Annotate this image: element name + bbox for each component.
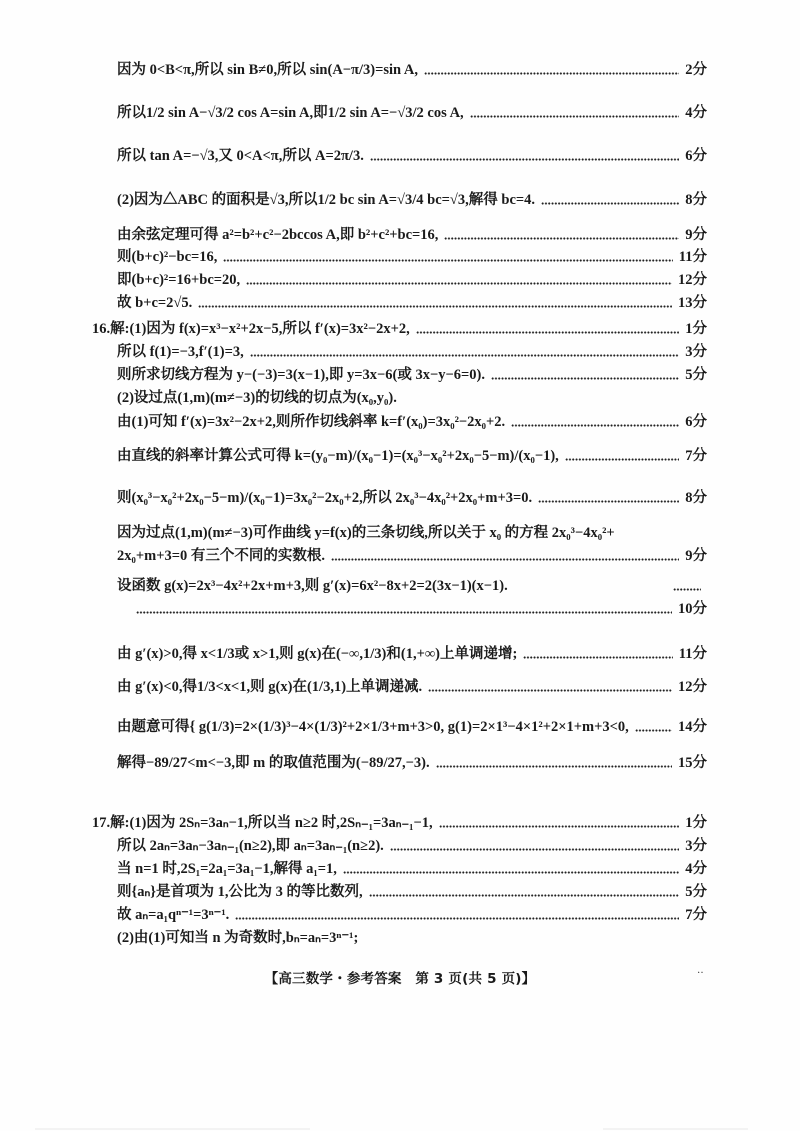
score-label: 6分	[685, 414, 707, 430]
score-label: 9分	[685, 227, 707, 243]
solution-text: 17.解:(1)因为 2Sₙ=3aₙ−1,所以当 n≥2 时,2Sₙ₋₁=3aₙ₋₁−1,	[92, 815, 433, 831]
dot-leader	[541, 202, 679, 205]
page-footer: 【高三数学・参考答案 第 3 页(共 5 页)】	[264, 971, 536, 987]
solution-line	[117, 104, 707, 122]
dot-leader	[198, 305, 672, 308]
score-label: 3分	[685, 838, 707, 854]
score-label: 4分	[685, 861, 707, 877]
dot-leader	[523, 656, 672, 659]
solution-line	[117, 61, 707, 79]
dot-leader	[424, 72, 679, 75]
solution-text: 因为 0<B<π,所以 sin B≠0,所以 sin(A−π/3)=sin A,	[117, 62, 419, 78]
solution-text: 所以1/2 sin A−√3/2 cos A=sin A,即1/2 sin A=−√3/2 cos A,	[117, 105, 464, 121]
solution-text: 由题意可得{ g(1/3)=2×(1/3)³−4×(1/3)²+2×1/3+m+3>0, g(1)=2×1³−4×1²+2×1+m+3<0,	[117, 719, 629, 735]
dot-leader	[246, 282, 672, 285]
score-label: 5分	[685, 367, 707, 383]
solution-text: 则{aₙ}是首项为 1,公比为 3 的等比数列,	[117, 884, 363, 900]
dot-leader	[250, 354, 680, 357]
solution-text: 所以 2aₙ=3aₙ−3aₙ₋₁(n≥2),即 aₙ=3aₙ₋₁(n≥2).	[117, 838, 384, 854]
solution-text: 由 g′(x)>0,得 x<1/3或 x>1,则 g(x)在(−∞,1/3)和(1,+∞)上单调递增;	[117, 646, 518, 662]
score-label: 4分	[685, 105, 707, 121]
solution-text: 即(b+c)²=16+bc=20,	[117, 272, 241, 288]
solution-line	[117, 883, 707, 901]
solution-line	[117, 547, 707, 565]
footer-mark: ‥	[697, 965, 704, 976]
solution-line	[130, 600, 707, 618]
score-label: 13分	[678, 295, 707, 311]
dot-leader	[470, 115, 680, 118]
solution-line	[117, 413, 707, 431]
solution-line	[117, 147, 707, 165]
score-label: 12分	[678, 272, 707, 288]
solution-text: 设函数 g(x)=2x³−4x²+2x+m+3,则 g′(x)=6x²−8x+2=2(3x−1)(x−1).	[117, 578, 508, 594]
dot-leader	[390, 848, 679, 851]
solution-line	[117, 294, 707, 312]
solution-line	[117, 678, 707, 696]
solution-line	[117, 389, 707, 407]
solution-line	[117, 645, 707, 663]
solution-text: 则所求切线方程为 y−(−3)=3(x−1),即 y=3x−6(或 3x−y−6=0).	[117, 367, 485, 383]
score-label: 5分	[685, 884, 707, 900]
solution-text: 当 n=1 时,2S₁=2a₁=3a₁−1,解得 a₁=1,	[117, 861, 337, 877]
solution-line	[117, 524, 707, 542]
score-label: 12分	[678, 679, 707, 695]
solution-text: 因为过点(1,m)(m≠−3)可作曲线 y=f(x)的三条切线,所以关于 x₀ 的方程 2x₀³−4x₀²+	[117, 525, 615, 541]
dot-leader	[538, 500, 679, 503]
score-label: 7分	[685, 448, 707, 464]
score-label: 1分	[685, 815, 707, 831]
solution-text: 解得−89/27<m<−3,即 m 的取值范围为(−89/27,−3).	[117, 755, 430, 771]
solution-line	[117, 906, 707, 924]
score-label: 8分	[685, 490, 707, 506]
dot-leader	[223, 259, 672, 262]
dot-leader	[136, 611, 672, 614]
solution-line	[117, 447, 707, 465]
solution-text: 则(x₀³−x₀²+2x₀−5−m)/(x₀−1)=3x₀²−2x₀+2,所以 2x₀³−4x₀²+2x₀+m+3=0.	[117, 490, 533, 506]
score-label: 11分	[678, 249, 707, 265]
solution-line	[117, 754, 707, 772]
solution-line	[117, 860, 707, 878]
solution-text: (2)因为△ABC 的面积是√3,所以1/2 bc sin A=√3/4 bc=√3,解得 bc=4.	[117, 192, 536, 208]
solution-text: 由(1)可知 f′(x)=3x²−2x+2,则所作切线斜率 k=f′(x₀)=3x₀²−2x₀+2.	[117, 414, 506, 430]
solution-text: 由 g′(x)<0,得1/3<x<1,则 g(x)在(1/3,1)上单调递减.	[117, 679, 423, 695]
scan-edge	[35, 1128, 310, 1130]
score-label: 15分	[678, 755, 707, 771]
solution-line	[117, 929, 707, 947]
score-label: 10分	[678, 601, 707, 617]
dot-leader	[511, 424, 679, 427]
score-label: 8分	[685, 192, 707, 208]
score-label: 14分	[678, 719, 707, 735]
score-label: 1分	[685, 321, 707, 337]
solution-text: 所以 f(1)=−3,f′(1)=3,	[117, 344, 244, 360]
solution-line	[117, 577, 707, 595]
solution-line	[117, 271, 707, 289]
solution-line	[92, 320, 707, 338]
dot-leader	[491, 377, 679, 380]
solution-text: (2)设过点(1,m)(m≠−3)的切线的切点为(x₀,y₀).	[117, 390, 397, 406]
dot-leader	[235, 917, 679, 920]
scan-edge	[603, 1128, 748, 1130]
solution-text: 所以 tan A=−√3,又 0<A<π,所以 A=2π/3.	[117, 148, 364, 164]
solution-line	[117, 366, 707, 384]
score-label: 2分	[685, 62, 707, 78]
solution-line	[117, 837, 707, 855]
solution-line	[117, 489, 707, 507]
dot-leader	[428, 689, 672, 692]
solution-text: 由余弦定理可得 a²=b²+c²−2bccos A,即 b²+c²+bc=16,	[117, 227, 439, 243]
solution-text: 故 b+c=2√5.	[117, 295, 193, 311]
dot-leader	[331, 558, 679, 561]
solution-text: 由直线的斜率计算公式可得 k=(y₀−m)/(x₀−1)=(x₀³−x₀²+2x₀−5−m)/(x₀−1),	[117, 448, 559, 464]
dot-leader	[444, 237, 679, 240]
dot-leader	[635, 729, 672, 732]
solution-text: 故 aₙ=a₁qⁿ⁻¹=3ⁿ⁻¹.	[117, 907, 230, 923]
score-label: 9分	[685, 548, 707, 564]
solution-line	[117, 343, 707, 361]
solution-line	[117, 248, 707, 266]
dot-leader	[343, 871, 679, 874]
solution-line	[117, 718, 707, 736]
dot-leader	[439, 825, 680, 828]
dot-leader	[673, 588, 701, 591]
solution-line	[117, 191, 707, 209]
score-label: 11分	[678, 646, 707, 662]
solution-text: 2x₀+m+3=0 有三个不同的实数根.	[117, 548, 325, 564]
solution-line	[117, 226, 707, 244]
score-label: 3分	[685, 344, 707, 360]
solution-text: 16.解:(1)因为 f(x)=x³−x²+2x−5,所以 f′(x)=3x²−2x+2,	[92, 321, 410, 337]
dot-leader	[565, 458, 679, 461]
solution-text: 则(b+c)²−bc=16,	[117, 249, 218, 265]
solution-text: (2)由(1)可知当 n 为奇数时,bₙ=aₙ=3ⁿ⁻¹;	[117, 930, 359, 946]
dot-leader	[370, 158, 679, 161]
score-label: 7分	[685, 907, 707, 923]
dot-leader	[369, 894, 680, 897]
dot-leader	[416, 331, 679, 334]
solution-line	[92, 814, 707, 832]
score-label: 6分	[685, 148, 707, 164]
dot-leader	[436, 765, 672, 768]
